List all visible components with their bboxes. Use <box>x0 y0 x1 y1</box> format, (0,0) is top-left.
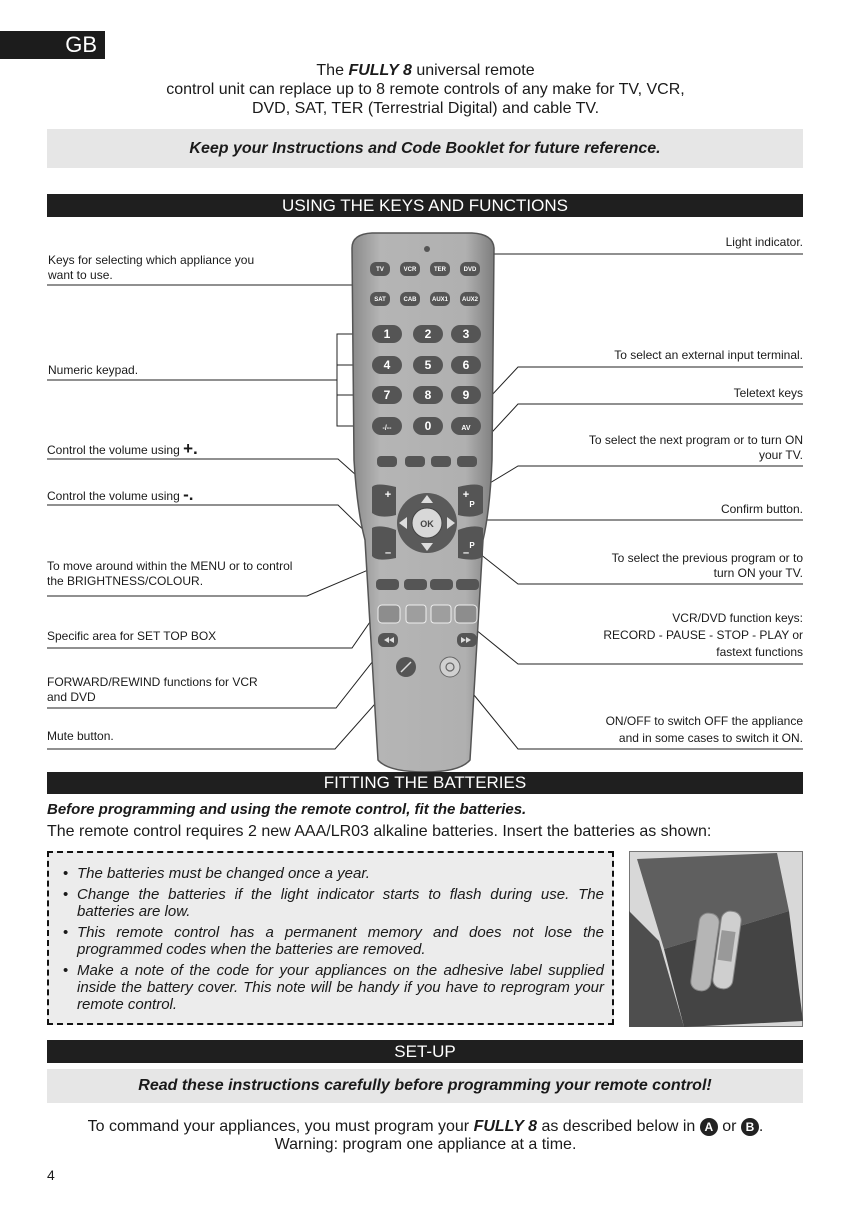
label-numeric-keypad: Numeric keypad. <box>48 363 139 377</box>
label-volume-minus: Control the volume using -. <box>47 485 194 504</box>
setup-line-1: To command your appliances, you must program your FULLY 8 as described below in A or B . <box>87 1118 764 1136</box>
setup-instructions <box>0 1118 851 1153</box>
digit-key: 1 <box>383 327 391 341</box>
device-key-dvd: DVD <box>463 267 477 273</box>
device-key-cab: CAB <box>403 297 417 303</box>
option-b-badge: B <box>741 1118 759 1136</box>
battery-note: • Make a note of the code for your appliances on the adhesive label supplied inside the battery cover. This note will be handy if you have to reprogram your remote control. <box>53 962 604 1013</box>
label-set-top-box: Specific area for SET TOP BOX <box>47 629 217 643</box>
plus-sign: + <box>462 489 470 501</box>
battery-notes-list <box>53 865 604 1013</box>
p-sign: P <box>469 500 475 509</box>
device-key-tv: TV <box>376 267 384 273</box>
device-key-sat: SAT <box>374 297 386 303</box>
device-key-ter: TER <box>434 267 446 273</box>
batteries-intro: The remote control requires 2 new AAA/LR03 alkaline batteries. Insert the batteries as shown: <box>47 823 712 840</box>
setup-warning: Read these instructions carefully before programming your remote control! <box>47 1069 803 1103</box>
battery-notes-box <box>47 851 614 1025</box>
label-teletext: Teletext keys <box>733 386 803 400</box>
p-sign: P <box>469 541 475 550</box>
section-title-setup: SET-UP <box>47 1040 803 1063</box>
leader-p-plus <box>470 466 803 495</box>
dash-key: -/-- <box>382 425 392 432</box>
power-button <box>440 657 460 677</box>
batteries-subtitle: Before programming and using the remote control, fit the batteries. <box>47 801 527 818</box>
battery-note: • The batteries must be changed once a year. <box>53 865 604 882</box>
av-key: AV <box>461 425 471 432</box>
digit-key: 3 <box>462 327 470 341</box>
minus-sign: – <box>384 547 392 559</box>
page-number: 4 <box>47 1167 55 1183</box>
battery-note: • Change the batteries if the light indicator starts to flash during use. The batteries are low. <box>53 886 604 920</box>
digit-key: 0 <box>424 419 432 433</box>
digit-key: 5 <box>424 358 432 372</box>
option-a-badge: A <box>700 1118 718 1136</box>
ok-label: OK <box>420 519 434 529</box>
digit-key: 6 <box>462 358 470 372</box>
plus-sign: + <box>384 489 392 501</box>
minus-sign: – <box>462 547 470 559</box>
battery-photo <box>629 851 803 1027</box>
language-tab: GB <box>0 31 105 59</box>
label-function-keys: VCR/DVD function keys: RECORD - PAUSE - STOP - PLAY or fastext functions <box>603 611 803 659</box>
device-key-vcr: VCR <box>403 267 417 273</box>
setup-line-2: Warning: program one appliance at a time. <box>274 1136 577 1153</box>
label-menu: To move around within the MENU or to control the BRIGHTNESS/COLOUR. <box>47 559 293 588</box>
intro-line-3: DVD, SAT, TER (Terrestrial Digital) and cable TV. <box>251 100 600 117</box>
label-confirm: Confirm button. <box>720 502 803 516</box>
leader-vol-minus <box>47 505 383 549</box>
digit-key: 2 <box>424 327 432 341</box>
label-next-program: To select the next program or to turn ON your TV. <box>588 433 803 462</box>
device-key-aux2: AUX2 <box>461 297 479 303</box>
label-mute: Mute button. <box>47 729 114 743</box>
keep-note: Keep your Instructions and Code Booklet for future reference. <box>47 129 803 168</box>
label-previous-program: To select the previous program or to turn ON your TV. <box>611 551 803 580</box>
device-key-aux1: AUX1 <box>431 297 449 303</box>
digit-key: 4 <box>383 358 391 372</box>
label-volume-plus: Control the volume using +. <box>47 439 198 458</box>
label-light-indicator: Light indicator. <box>725 235 803 249</box>
digit-key: 9 <box>462 388 470 402</box>
battery-note: • This remote control has a permanent memory and does not lose the programmed codes when the batteries are removed. <box>53 924 604 958</box>
digit-key: 7 <box>383 388 391 402</box>
label-forward-rewind: FORWARD/REWIND functions for VCR and DVD <box>47 675 258 704</box>
label-external-input: To select an external input terminal. <box>614 348 803 362</box>
intro-line-2: control unit can replace up to 8 remote controls of any make for TV, VCR, <box>166 81 685 98</box>
section-title-batteries: FITTING THE BATTERIES <box>47 772 803 794</box>
leader-ok <box>445 520 803 525</box>
digit-key: 8 <box>424 388 432 402</box>
intro-line-1: The FULLY 8 universal remote <box>316 62 535 79</box>
light-indicator <box>424 246 430 252</box>
label-on-off: ON/OFF to switch OFF the appliance and in some cases to switch it ON. <box>605 714 803 745</box>
label-appliance-keys: Keys for selecting which appliance you want to use. <box>48 253 255 282</box>
section-title-keys: USING THE KEYS AND FUNCTIONS <box>47 194 803 217</box>
